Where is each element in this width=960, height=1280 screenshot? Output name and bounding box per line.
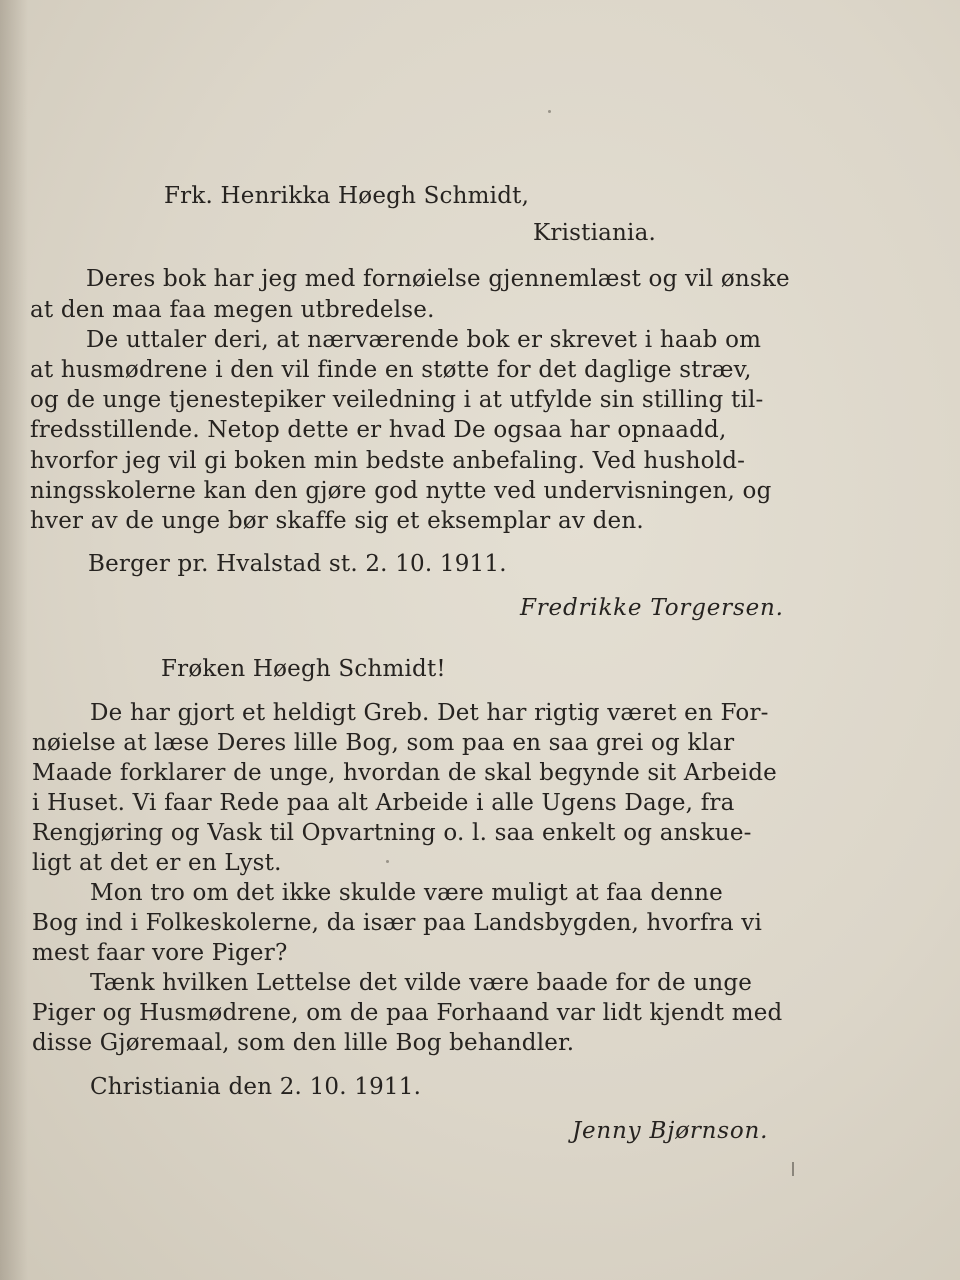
letter1-salutation: Frk. Henrikka Høegh Schmidt, — [164, 183, 530, 209]
letter2-line: mest faar vore Piger? — [32, 940, 288, 966]
letter1-line: hver av de unge bør skaffe sig et eksemplar av den. — [30, 508, 644, 534]
letter1-signature: Fredrikke Torgersen. — [520, 595, 784, 621]
letter2-salutation: Frøken Høegh Schmidt! — [161, 656, 446, 682]
letter2-line: De har gjort et heldigt Greb. Det har rigtig været en For- — [90, 700, 769, 726]
letter2-line: Maade forklarer de unge, hvordan de skal begynde sit Arbeide — [32, 760, 777, 786]
letter2-line: nøielse at læse Deres lille Bog, som paa en saa grei og klar — [32, 730, 735, 756]
letter1-line: De uttaler deri, at nærværende bok er skrevet i haab om — [86, 327, 762, 353]
paper-speck — [386, 860, 389, 863]
letter2-line: Piger og Husmødrene, om de paa Forhaand var lidt kjendt med — [32, 1000, 783, 1026]
letter1-line: fredsstillende. Netop dette er hvad De ogsaa har opnaadd, — [30, 417, 727, 443]
letter2-dateline: Christiania den 2. 10. 1911. — [90, 1074, 422, 1100]
page-gutter-shadow — [0, 0, 28, 1280]
paper-mark — [792, 1162, 794, 1176]
letter1-line: ningsskolerne kan den gjøre god nytte ved undervisningen, og — [30, 478, 772, 504]
letter2-line: Bog ind i Folkeskolerne, da især paa Landsbygden, hvorfra vi — [32, 910, 763, 936]
letter1-line: hvorfor jeg vil gi boken min bedste anbefaling. Ved hushold- — [30, 448, 746, 474]
paper-speck — [548, 110, 551, 113]
letter2-line: Tænk hvilken Lettelse det vilde være baade for de unge — [90, 970, 753, 996]
letter1-city: Kristiania. — [533, 220, 657, 246]
letter1-line: at husmødrene i den vil finde en støtte for det daglige stræv, — [30, 357, 752, 383]
letter2-line: i Huset. Vi faar Rede paa alt Arbeide i alle Ugens Dage, fra — [32, 790, 735, 816]
letter2-line: ligt at det er en Lyst. — [32, 850, 282, 876]
letter2-signature: Jenny Bjørnson. — [572, 1118, 769, 1144]
letter2-line: Mon tro om det ikke skulde være muligt at faa denne — [90, 880, 723, 906]
letter1-line: og de unge tjenestepiker veiledning i at utfylde sin stilling til- — [30, 387, 764, 413]
letter1-dateline: Berger pr. Hvalstad st. 2. 10. 1911. — [88, 551, 507, 577]
letter1-line: at den maa faa megen utbredelse. — [30, 297, 435, 323]
letter2-line: disse Gjøremaal, som den lille Bog behandler. — [32, 1030, 575, 1056]
letter2-line: Rengjøring og Vask til Opvartning o. l. saa enkelt og anskue- — [32, 820, 752, 846]
letter1-line: Deres bok har jeg med fornøielse gjennemlæst og vil ønske — [86, 266, 790, 292]
